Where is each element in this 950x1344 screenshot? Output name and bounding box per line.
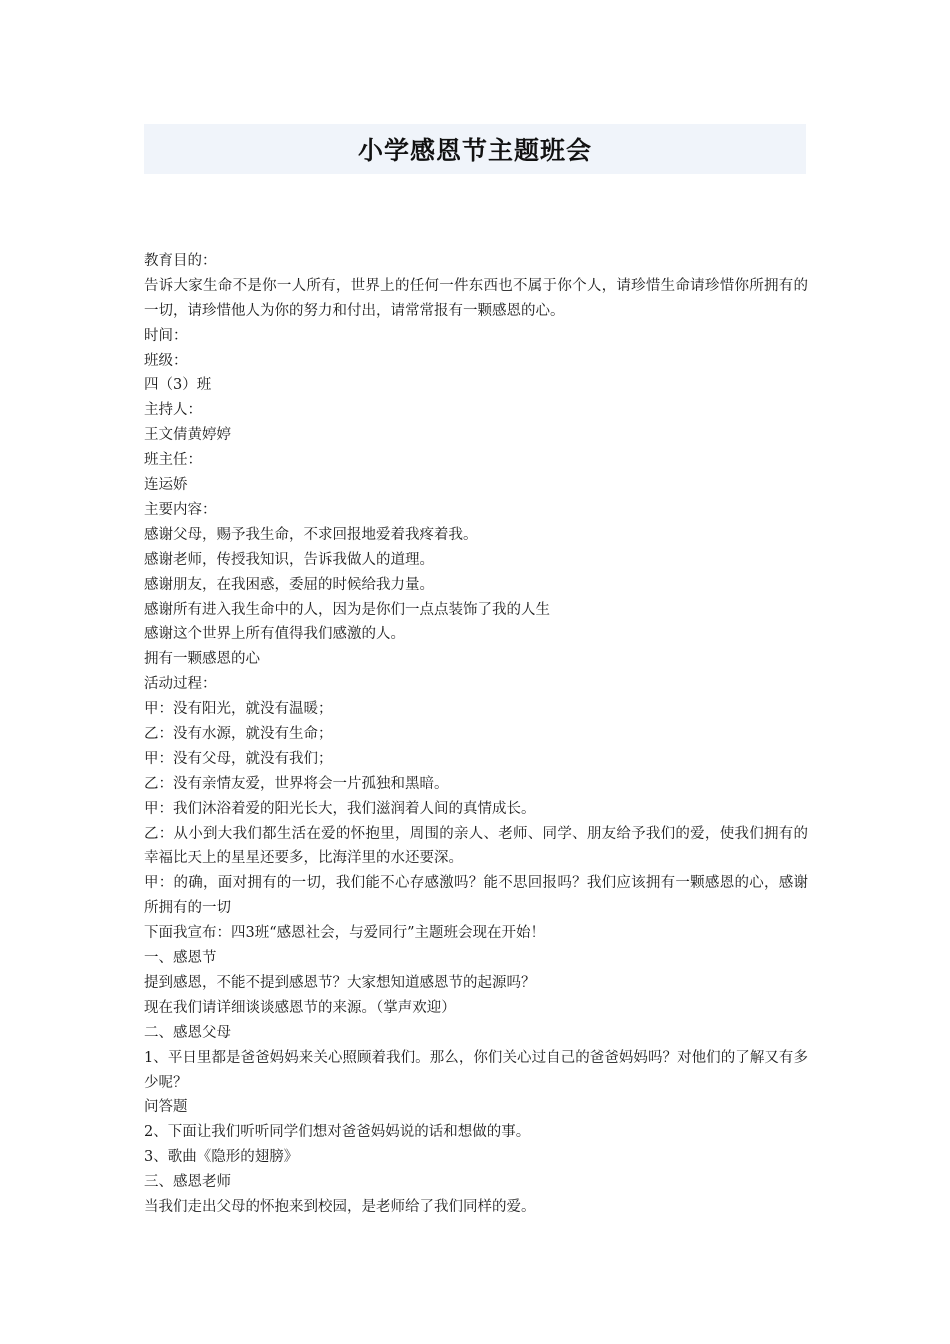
body-line: 甲：没有父母，就没有我们； xyxy=(144,750,333,767)
body-line: 乙：没有亲情友爱，世界将会一片孤独和黑暗。 xyxy=(144,775,449,792)
body-line: 乙：没有水源，就没有生命； xyxy=(144,725,333,742)
body-paragraph: 1、平日里都是爸爸妈妈来关心照顾着我们。那么，你们关心过自己的爸爸妈妈吗？对他们的了解又有多少呢？ xyxy=(144,1049,808,1091)
body-line: 活动过程： xyxy=(144,676,217,693)
body-paragraph: 甲：的确，面对拥有的一切，我们能不心存感激吗？能不思回报吗？我们应该拥有一颗感恩的心，感谢所拥有的一切 xyxy=(144,875,808,917)
body-paragraph: 乙：从小到大我们都生活在爱的怀抱里，周围的亲人、老师、同学、朋友给予我们的爱，使我们拥有的幸福比天上的星星还要多，比海洋里的水还要深。 xyxy=(144,825,808,867)
body-line: 感谢老师，传授我知识，告诉我做人的道理。 xyxy=(144,551,434,568)
body-line: 主持人： xyxy=(144,402,202,419)
body-line: 问答题 xyxy=(144,1099,188,1116)
document-body xyxy=(144,249,808,1220)
body-line: 当我们走出父母的怀抱来到校园，是老师给了我们同样的爱。 xyxy=(144,1198,536,1215)
page-title: 小学感恩节主题班会 xyxy=(357,136,592,165)
body-line: 拥有一颗感恩的心 xyxy=(144,651,260,668)
body-line: 时间： xyxy=(144,327,188,344)
body-line: 甲：我们沐浴着爱的阳光长大，我们滋润着人间的真情成长。 xyxy=(144,800,536,817)
body-line: 四（3）班 xyxy=(144,377,212,394)
body-line: 一、感恩节 xyxy=(144,950,217,967)
body-line: 提到感恩，不能不提到感恩节？大家想知道感恩节的起源吗？ xyxy=(144,974,536,991)
body-line: 下面我宣布：四3班“感恩社会，与爱同行”主题班会现在开始！ xyxy=(144,925,546,942)
body-line: 感谢朋友，在我困惑，委屈的时候给我力量。 xyxy=(144,576,434,593)
body-line: 感谢所有进入我生命中的人，因为是你们一点点装饰了我的人生 xyxy=(144,601,550,618)
body-line: 感谢父母，赐予我生命，不求回报地爱着我疼着我。 xyxy=(144,526,478,543)
body-line: 现在我们请详细谈谈感恩节的来源。（掌声欢迎） xyxy=(144,999,456,1016)
title-banner xyxy=(144,124,806,174)
body-paragraph: 告诉大家生命不是你一人所有，世界上的任何一件东西也不属于你个人，请珍惜生命请珍惜你所拥有的一切，请珍惜他人为你的努力和付出，请常常报有一颗感恩的心。 xyxy=(144,277,808,319)
body-line: 连运娇 xyxy=(144,477,188,494)
body-line: 甲：没有阳光，就没有温暖； xyxy=(144,701,333,718)
body-line: 三、感恩老师 xyxy=(144,1174,231,1191)
body-line: 主要内容： xyxy=(144,501,217,518)
body-line: 班级： xyxy=(144,352,188,369)
body-line: 班主任： xyxy=(144,452,202,469)
body-line: 教育目的： xyxy=(144,253,217,269)
body-line: 感谢这个世界上所有值得我们感激的人。 xyxy=(144,626,405,643)
body-line: 2、下面让我们听听同学们想对爸爸妈妈说的话和想做的事。 xyxy=(144,1124,531,1141)
body-line: 3、歌曲《隐形的翅膀》 xyxy=(144,1149,299,1166)
body-line: 二、感恩父母 xyxy=(144,1024,231,1041)
body-line: 王文倩黄婷婷 xyxy=(144,427,231,444)
